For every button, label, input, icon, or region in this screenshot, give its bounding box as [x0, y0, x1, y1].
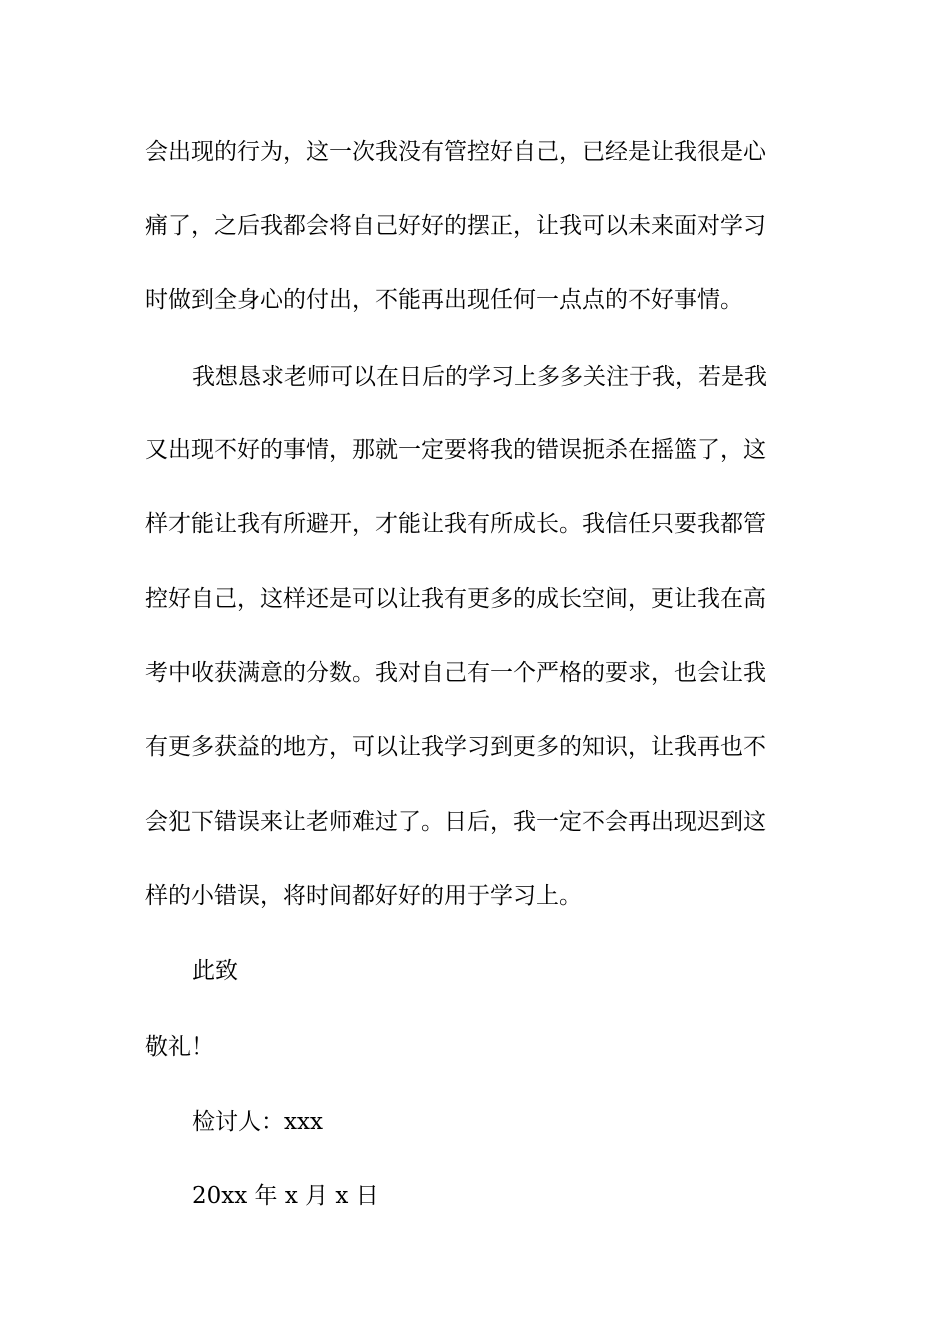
- paragraph-line: 考中收获满意的分数。我对自己有一个严格的要求，也会让我: [145, 660, 766, 686]
- paragraph-line: 时做到全身心的付出，不能再出现任何一点点的不好事情。: [145, 287, 743, 313]
- salutation-text: 敬礼！: [145, 1034, 214, 1060]
- paragraph-line: 样才能让我有所避开，才能让我有所成长。我信任只要我都管: [145, 511, 766, 537]
- paragraph-line: 会出现的行为，这一次我没有管控好自己，已经是让我很是心: [145, 139, 766, 165]
- date-line: 20xx 年 x 月 x 日: [192, 1183, 379, 1209]
- paragraph-line: 又出现不好的事情，那就一定要将我的错误扼杀在摇篮了，这: [145, 437, 766, 463]
- paragraph-line: 样的小错误，将时间都好好的用于学习上。: [145, 883, 582, 909]
- paragraph-line: 痛了，之后我都会将自己好好的摆正，让我可以未来面对学习: [145, 213, 766, 239]
- paragraph-line: 有更多获益的地方，可以让我学习到更多的知识，让我再也不: [145, 734, 766, 760]
- closing-text: 此致: [192, 958, 238, 984]
- paragraph-line: 控好自己，这样还是可以让我有更多的成长空间，更让我在高: [145, 586, 766, 612]
- paragraph-line: 我想恳求老师可以在日后的学习上多多关注于我，若是我: [192, 364, 767, 390]
- paragraph-line: 会犯下错误来让老师难过了。日后，我一定不会再出现迟到这: [145, 809, 766, 835]
- signature-line: 检讨人：xxx: [192, 1109, 323, 1135]
